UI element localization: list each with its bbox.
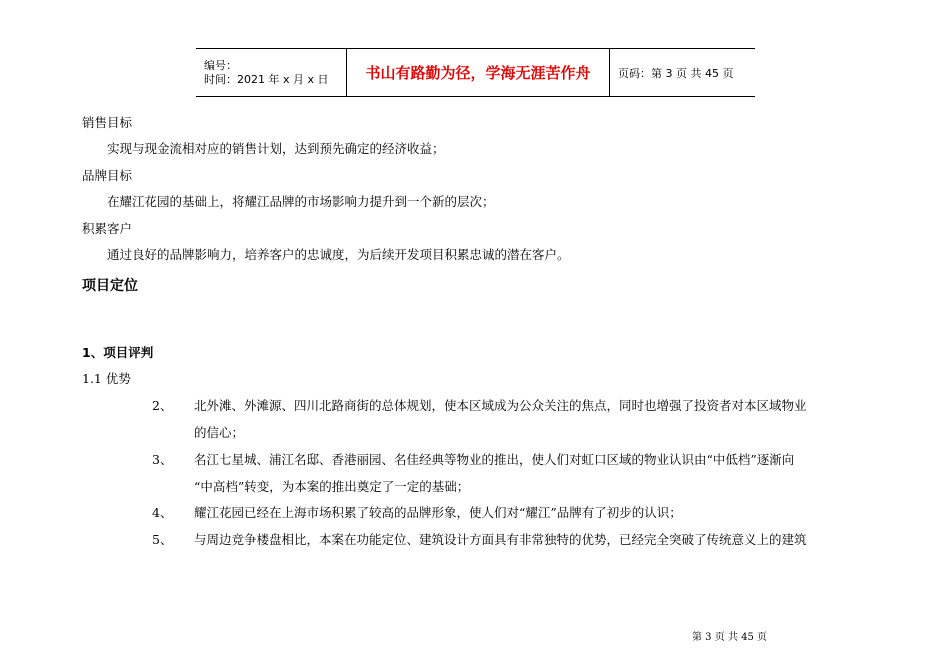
- list-item-line: “中高档”转变，为本案的推出奠定了一定的基础；: [194, 479, 470, 494]
- header-time-label: 时间：2021 年 x 月 x 日: [204, 72, 329, 86]
- sales-goal-title: 销售目标: [82, 115, 133, 130]
- list-item-line: 与周边竞争楼盘相比，本案在功能定位、建筑设计方面具有非常独特的优势，已经完全突破了传统意义上的建筑: [194, 532, 807, 547]
- list-item-line: 名江七星城、浦江名邸、香港丽园、名佳经典等物业的推出，使人们对虹口区域的物业认识由“中低档”逐渐向: [194, 452, 795, 467]
- list-item-number: 3、: [152, 452, 173, 467]
- list-item-number: 5、: [152, 532, 173, 547]
- sub-sub-title: 1.1 优势: [82, 371, 131, 386]
- list-item-number: 2、: [152, 398, 173, 413]
- header-meta: [196, 49, 347, 97]
- document-header: [196, 48, 755, 97]
- subsection-title: 1、项目评判: [82, 345, 154, 360]
- sales-goal-text: 实现与现金流相对应的销售计划，达到预先确定的经济收益；: [107, 141, 445, 156]
- list-item-line: 耀江花园已经在上海市场积累了较高的品牌形象，使人们对“耀江”品牌有了初步的认识；: [194, 505, 682, 520]
- list-item-line: 的信心；: [194, 425, 245, 440]
- list-item-number: 4、: [152, 505, 173, 520]
- header-motto: 书山有路勤为径，学海无涯苦作舟: [347, 49, 610, 97]
- list-item-line: 北外滩、外滩源、四川北路商街的总体规划，使本区域成为公众关注的焦点，同时也增强了投资者对本区域物业: [194, 398, 807, 413]
- customer-text: 通过良好的品牌影响力，培养客户的忠诚度，为后续开发项目积累忠诚的潜在客户。: [107, 247, 570, 262]
- header-number-label: 编号：: [204, 58, 237, 72]
- section-title: 项目定位: [82, 278, 138, 294]
- brand-goal-title: 品牌目标: [82, 168, 133, 183]
- header-page-code: 页码：第 3 页 共 45 页: [618, 66, 734, 80]
- customer-title: 积累客户: [82, 221, 133, 236]
- page-footer: 第 3 页 共 45 页: [692, 632, 767, 643]
- brand-goal-text: 在耀江花园的基础上，将耀江品牌的市场影响力提升到一个新的层次；: [107, 194, 495, 209]
